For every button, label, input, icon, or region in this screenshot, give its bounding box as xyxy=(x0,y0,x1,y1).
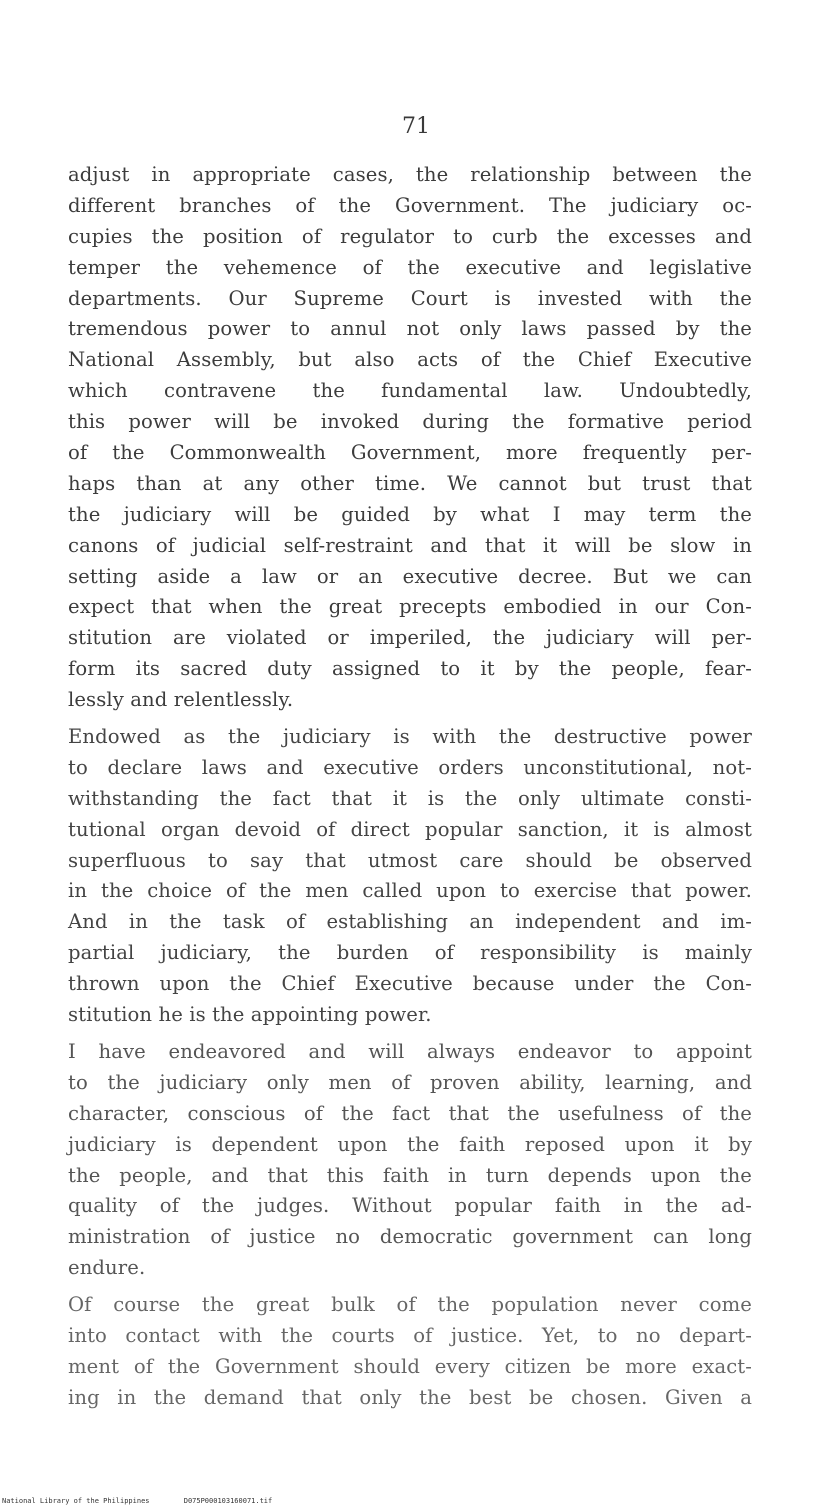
text-line: tutional organ devoid of direct popular sanction, it is almost xyxy=(68,817,752,841)
text-line: ministration of justice no democratic government can long xyxy=(68,1225,752,1249)
paragraph-1 xyxy=(68,160,752,716)
scan-footer xyxy=(2,1497,272,1505)
text-line: ing in the demand that only the best be chosen. Given a xyxy=(68,1385,752,1409)
text-line: stitution he is the appointing power. xyxy=(68,1003,432,1027)
text-line: adjust in appropriate cases, the relationship between the xyxy=(68,163,752,186)
body-text xyxy=(68,160,752,1414)
text-line: into contact with the courts of justice. Yet, to no depart- xyxy=(68,1323,752,1347)
text-line: to declare laws and executive orders unconstitutional, not- xyxy=(68,755,752,779)
text-line: Of course the great bulk of the population never come xyxy=(68,1293,752,1317)
text-line: quality of the judges. Without popular faith in the ad- xyxy=(68,1194,752,1218)
text-line: tremendous power to annul not only laws passed by the xyxy=(68,317,752,341)
text-line: haps than at any other time. We cannot but trust that xyxy=(68,471,752,495)
text-line: in the choice of the men called upon to exercise that power. xyxy=(68,879,752,903)
text-line: expect that when the great precepts embodied in our Con- xyxy=(68,595,752,619)
text-line: thrown upon the Chief Executive because under the Con- xyxy=(68,972,752,996)
text-line: this power will be invoked during the formative period xyxy=(68,410,752,434)
text-line: which contravene the fundamental law. Undoubtedly, xyxy=(68,379,752,403)
text-line: superfluous to say that utmost care should be observed xyxy=(68,848,752,872)
text-line: character, conscious of the fact that the usefulness of the xyxy=(68,1101,752,1125)
text-line: setting aside a law or an executive decree. But we can xyxy=(68,564,752,588)
text-line: And in the task of establishing an independent and im- xyxy=(68,910,752,934)
text-line: I have endeavored and will always endeavor to appoint xyxy=(68,1039,752,1063)
paragraph-2 xyxy=(68,722,752,1031)
text-line: form its sacred duty assigned to it by the people, fear- xyxy=(68,657,752,681)
page-number: 71 xyxy=(402,114,430,139)
text-line: lessly and relentlessly. xyxy=(68,688,294,712)
footer-library: National Library of the Philippines xyxy=(2,1497,150,1505)
text-line: cupies the position of regulator to curb the excesses and xyxy=(68,224,752,248)
text-line: the people, and that this faith in turn depends upon the xyxy=(68,1163,752,1187)
text-line: stitution are violated or imperiled, the judiciary will per- xyxy=(68,626,752,650)
text-line: ment of the Government should every citizen be more exact- xyxy=(68,1354,752,1378)
text-line: withstanding the fact that it is the only ultimate consti- xyxy=(68,786,752,810)
text-line: of the Commonwealth Government, more frequently per- xyxy=(68,441,752,465)
text-line: National Assembly, but also acts of the Chief Executive xyxy=(68,348,752,372)
footer-file-id: D075P000103160071.tif xyxy=(183,1497,273,1505)
paragraph-4 xyxy=(68,1290,752,1414)
text-line: different branches of the Government. The judiciary oc- xyxy=(68,193,752,217)
text-line: temper the vehemence of the executive and legislative xyxy=(68,255,752,279)
text-line: Endowed as the judiciary is with the destructive power xyxy=(68,725,752,749)
text-line: endure. xyxy=(68,1256,146,1280)
text-line: the judiciary will be guided by what I may term the xyxy=(68,502,752,526)
text-line: canons of judicial self-restraint and that it will be slow in xyxy=(68,533,752,557)
paragraph-3 xyxy=(68,1037,752,1284)
text-line: partial judiciary, the burden of responsibility is mainly xyxy=(68,941,752,965)
text-line: departments. Our Supreme Court is invested with the xyxy=(68,286,752,310)
text-line: to the judiciary only men of proven ability, learning, and xyxy=(68,1070,752,1094)
text-line: judiciary is dependent upon the faith reposed upon it by xyxy=(68,1132,752,1156)
